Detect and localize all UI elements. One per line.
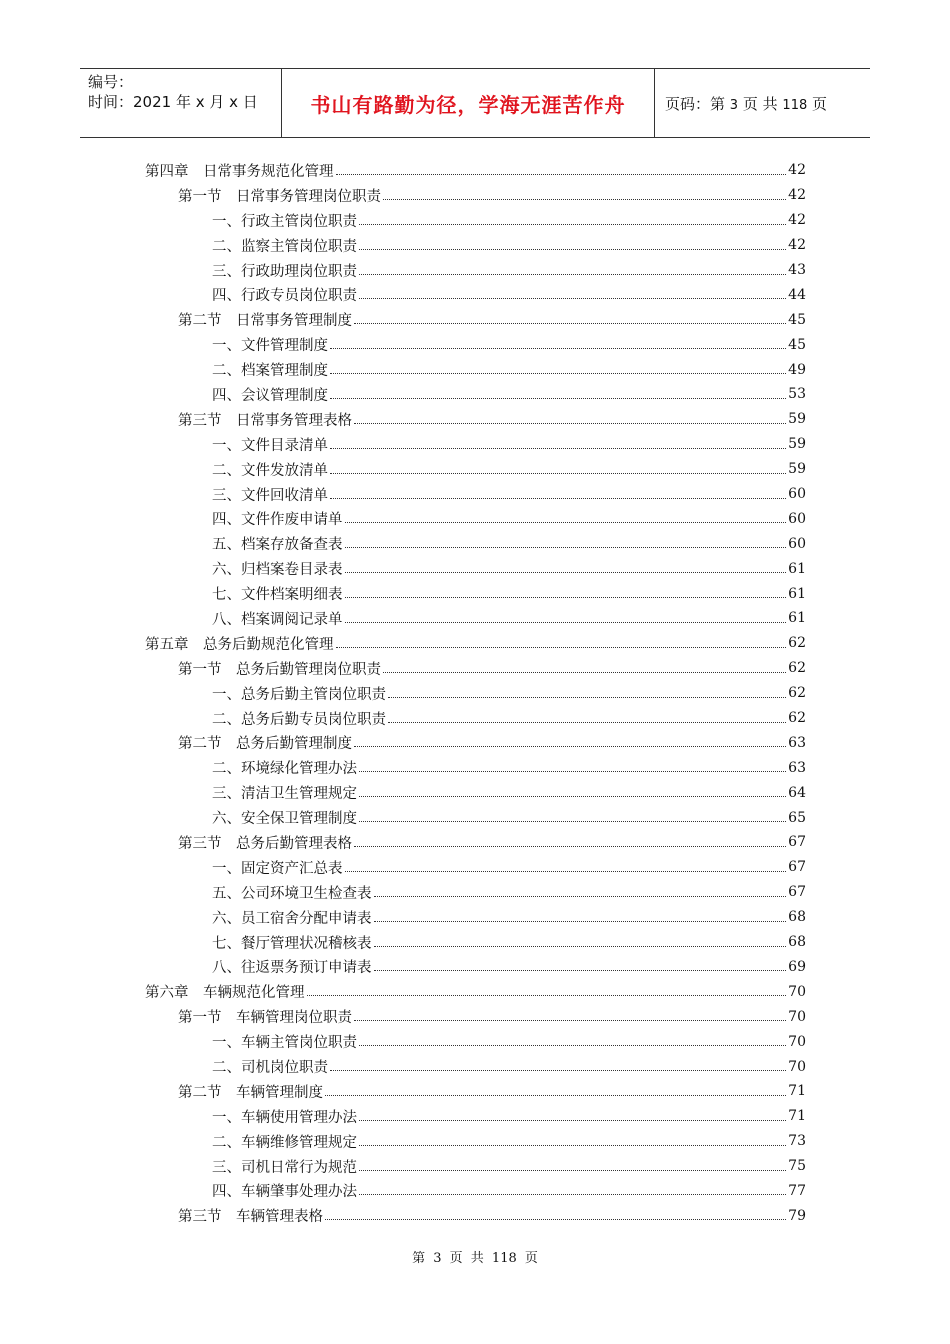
toc-leader-dots: [359, 1145, 786, 1146]
toc-entry[interactable]: [145, 631, 806, 656]
toc-entry-label: 八、档案调阅记录单: [212, 611, 343, 628]
toc-entry-label: 三、清洁卫生管理规定: [212, 786, 357, 803]
toc-entry-page: 63: [788, 734, 806, 751]
toc-entry[interactable]: [145, 1154, 806, 1179]
toc-entry-page: 42: [788, 237, 806, 254]
toc-entry[interactable]: [145, 382, 806, 407]
toc-entry[interactable]: [145, 606, 806, 631]
toc-leader-dots: [383, 199, 786, 200]
toc-entry-page: 45: [788, 336, 806, 353]
toc-entry-page: 62: [788, 710, 806, 727]
toc-entry-page: 62: [788, 635, 806, 652]
toc-leader-dots: [359, 1194, 786, 1195]
toc-leader-dots: [336, 174, 787, 175]
toc-entry[interactable]: [145, 556, 806, 581]
header-motto-cell: [281, 69, 655, 137]
toc-entry-page: 44: [788, 286, 806, 303]
toc-leader-dots: [359, 249, 786, 250]
toc-leader-dots: [345, 547, 787, 548]
page-indicator: [655, 93, 827, 114]
toc-entry-page: 60: [788, 486, 806, 503]
toc-entry-page: 69: [788, 958, 806, 975]
serial-label: 编号：: [88, 73, 134, 91]
toc-entry-label: 一、总务后勤主管岗位职责: [212, 686, 386, 703]
toc-entry[interactable]: [145, 880, 806, 905]
toc-leader-dots: [330, 498, 786, 499]
toc-leader-dots: [359, 274, 786, 275]
toc-entry-label: 四、行政专员岗位职责: [212, 288, 357, 305]
toc-leader-dots: [307, 995, 787, 996]
toc-entry[interactable]: [145, 830, 806, 855]
toc-leader-dots: [330, 1070, 786, 1071]
toc-leader-dots: [330, 373, 786, 374]
toc-entry-label: 二、环境绿化管理办法: [212, 761, 357, 778]
toc-entry[interactable]: [145, 1029, 806, 1054]
toc-entry[interactable]: [145, 1179, 806, 1204]
toc-leader-dots: [354, 846, 786, 847]
toc-entry-page: 42: [788, 162, 806, 179]
toc-leader-dots: [330, 473, 786, 474]
toc-entry[interactable]: [145, 1203, 806, 1228]
toc-leader-dots: [388, 697, 786, 698]
toc-leader-dots: [345, 522, 787, 523]
toc-entry[interactable]: [145, 531, 806, 556]
toc-entry-label: 二、档案管理制度: [212, 363, 328, 380]
toc-entry[interactable]: [145, 183, 806, 208]
toc-entry-page: 61: [788, 585, 806, 602]
toc-leader-dots: [330, 348, 786, 349]
toc-entry[interactable]: [145, 158, 806, 183]
toc-entry-page: 53: [788, 386, 806, 403]
toc-leader-dots: [388, 722, 786, 723]
toc-entry-label: 第三节 总务后勤管理表格: [178, 835, 352, 852]
toc-entry[interactable]: [145, 506, 806, 531]
toc-entry-page: 67: [788, 834, 806, 851]
toc-entry-page: 73: [788, 1133, 806, 1150]
toc-entry-label: 第一节 日常事务管理岗位职责: [178, 188, 381, 205]
toc-entry[interactable]: [145, 979, 806, 1004]
toc-entry-label: 第四章 日常事务规范化管理: [145, 163, 334, 180]
toc-entry[interactable]: [145, 432, 806, 457]
toc-entry-page: 65: [788, 809, 806, 826]
header-page-cell: [655, 69, 870, 137]
toc-entry[interactable]: [145, 1129, 806, 1154]
toc-entry[interactable]: [145, 482, 806, 507]
toc-entry-label: 一、行政主管岗位职责: [212, 213, 357, 230]
toc-entry-label: 二、文件发放清单: [212, 462, 328, 479]
toc-leader-dots: [325, 1219, 786, 1220]
toc-entry-label: 第五章 总务后勤规范化管理: [145, 636, 334, 653]
toc-entry-label: 六、安全保卫管理制度: [212, 811, 357, 828]
toc-entry-page: 60: [788, 535, 806, 552]
toc-entry-page: 59: [788, 411, 806, 428]
toc-leader-dots: [336, 647, 787, 648]
toc-leader-dots: [359, 1170, 786, 1171]
toc-entry-page: 61: [788, 560, 806, 577]
motto-text: 书山有路勤为径，学海无涯苦作舟: [310, 92, 626, 117]
toc-entry-page: 49: [788, 361, 806, 378]
page-footer: 第 3 页 共 118 页: [412, 1251, 538, 1266]
toc-entry-label: 四、文件作废申请单: [212, 512, 343, 529]
toc-entry[interactable]: [145, 930, 806, 955]
toc-entry[interactable]: [145, 581, 806, 606]
toc-leader-dots: [359, 224, 786, 225]
toc-entry-page: 68: [788, 909, 806, 926]
toc-entry[interactable]: [145, 955, 806, 980]
toc-entry-label: 第六章 车辆规范化管理: [145, 985, 305, 1002]
toc-leader-dots: [359, 796, 786, 797]
page-total: 118: [782, 97, 808, 113]
toc-entry-page: 67: [788, 859, 806, 876]
header-meta: [80, 69, 280, 137]
toc-leader-dots: [354, 746, 786, 747]
toc-leader-dots: [374, 896, 787, 897]
toc-entry[interactable]: [145, 208, 806, 233]
toc-entry-label: 一、车辆使用管理办法: [212, 1109, 357, 1126]
toc-leader-dots: [345, 572, 787, 573]
toc-entry-label: 二、车辆维修管理规定: [212, 1134, 357, 1151]
toc-entry-page: 71: [788, 1083, 806, 1100]
toc-entry-page: 79: [788, 1207, 806, 1224]
toc-entry[interactable]: [145, 332, 806, 357]
toc-leader-dots: [354, 1020, 786, 1021]
toc-leader-dots: [345, 871, 787, 872]
toc-entry-label: 二、总务后勤专员岗位职责: [212, 711, 386, 728]
toc-entry-label: 四、车辆肇事处理办法: [212, 1184, 357, 1201]
toc-leader-dots: [374, 946, 787, 947]
toc-leader-dots: [374, 921, 787, 922]
toc-entry-label: 一、固定资产汇总表: [212, 860, 343, 877]
toc-entry[interactable]: [145, 457, 806, 482]
toc-entry[interactable]: [145, 780, 806, 805]
toc-entry-label: 六、员工宿舍分配申请表: [212, 910, 372, 927]
toc-entry[interactable]: [145, 1104, 806, 1129]
toc-entry-page: 67: [788, 884, 806, 901]
toc-entry-label: 三、司机日常行为规范: [212, 1159, 357, 1176]
toc-entry-label: 三、文件回收清单: [212, 487, 328, 504]
toc-entry[interactable]: [145, 233, 806, 258]
toc-leader-dots: [330, 448, 786, 449]
toc-entry[interactable]: [145, 805, 806, 830]
page-header: [80, 68, 870, 138]
toc-leader-dots: [325, 1095, 786, 1096]
toc-leader-dots: [359, 821, 786, 822]
toc-entry-label: 第二节 日常事务管理制度: [178, 313, 352, 330]
toc-entry-page: 70: [788, 1033, 806, 1050]
toc-entry-label: 六、归档案卷目录表: [212, 562, 343, 579]
toc-entry[interactable]: [145, 1004, 806, 1029]
toc-entry-page: 45: [788, 311, 806, 328]
toc-entry-page: 70: [788, 983, 806, 1000]
toc-entry-label: 五、档案存放备查表: [212, 537, 343, 554]
toc-leader-dots: [330, 398, 786, 399]
toc-entry[interactable]: [145, 755, 806, 780]
toc-leader-dots: [359, 298, 786, 299]
toc-leader-dots: [345, 597, 787, 598]
toc-entry-label: 五、公司环境卫生检查表: [212, 885, 372, 902]
page-mid: 页 共: [742, 94, 778, 113]
toc-entry[interactable]: [145, 357, 806, 382]
page-current: 3: [729, 97, 739, 113]
toc-entry[interactable]: [145, 258, 806, 283]
toc-entry[interactable]: [145, 1079, 806, 1104]
toc-leader-dots: [359, 1120, 786, 1121]
toc-leader-dots: [359, 771, 786, 772]
toc-entry-label: 第一节 车辆管理岗位职责: [178, 1010, 352, 1027]
toc-entry-label: 第三节 车辆管理表格: [178, 1209, 323, 1226]
toc-leader-dots: [354, 423, 786, 424]
toc-entry-page: 71: [788, 1108, 806, 1125]
toc-entry-label: 四、会议管理制度: [212, 387, 328, 404]
toc-entry[interactable]: [145, 407, 806, 432]
toc-entry-label: 一、文件目录清单: [212, 437, 328, 454]
toc-entry-label: 一、车辆主管岗位职责: [212, 1035, 357, 1052]
toc-entry-label: 第一节 总务后勤管理岗位职责: [178, 661, 381, 678]
toc-entry-page: 63: [788, 759, 806, 776]
toc-leader-dots: [345, 622, 787, 623]
toc-entry-page: 61: [788, 610, 806, 627]
table-of-contents: [145, 158, 806, 1228]
toc-entry-page: 60: [788, 510, 806, 527]
toc-entry-label: 二、司机岗位职责: [212, 1060, 328, 1076]
toc-entry-label: 第二节 车辆管理制度: [178, 1084, 323, 1101]
toc-entry-page: 59: [788, 436, 806, 453]
toc-entry-label: 八、往返票务预订申请表: [212, 960, 372, 977]
toc-entry-page: 59: [788, 461, 806, 478]
toc-entry[interactable]: [145, 282, 806, 307]
toc-leader-dots: [354, 323, 786, 324]
toc-entry-page: 70: [788, 1058, 806, 1075]
toc-entry-page: 42: [788, 187, 806, 204]
toc-entry-label: 一、文件管理制度: [212, 338, 328, 355]
time-label: 时间：2021 年 x 月 x 日: [88, 93, 258, 111]
toc-entry-page: 42: [788, 212, 806, 229]
toc-entry[interactable]: [145, 706, 806, 731]
toc-entry-label: 七、文件档案明细表: [212, 587, 343, 604]
toc-entry[interactable]: [145, 1054, 806, 1079]
page-prefix: 页码：第: [665, 94, 726, 113]
toc-entry-page: 64: [788, 784, 806, 801]
toc-leader-dots: [374, 970, 787, 971]
toc-entry-page: 68: [788, 934, 806, 951]
toc-entry-label: 二、监察主管岗位职责: [212, 238, 357, 255]
toc-entry-label: 第二节 总务后勤管理制度: [178, 736, 352, 753]
toc-entry[interactable]: [145, 656, 806, 681]
toc-entry-label: 第三节 日常事务管理表格: [178, 412, 352, 429]
toc-entry-page: 70: [788, 1008, 806, 1025]
toc-leader-dots: [383, 672, 786, 673]
toc-entry[interactable]: [145, 730, 806, 755]
toc-entry-page: 75: [788, 1158, 806, 1175]
toc-entry[interactable]: [145, 681, 806, 706]
toc-entry-page: 62: [788, 660, 806, 677]
toc-entry-page: 77: [788, 1182, 806, 1199]
page-suffix: 页: [812, 94, 828, 113]
toc-entry-page: 62: [788, 685, 806, 702]
toc-entry[interactable]: [145, 307, 806, 332]
toc-entry-label: 七、餐厅管理状况稽核表: [212, 935, 372, 952]
toc-entry-label: 三、行政助理岗位职责: [212, 263, 357, 280]
toc-entry-page: 43: [788, 262, 806, 278]
toc-entry[interactable]: [145, 855, 806, 880]
toc-leader-dots: [359, 1045, 786, 1046]
toc-entry[interactable]: [145, 905, 806, 930]
